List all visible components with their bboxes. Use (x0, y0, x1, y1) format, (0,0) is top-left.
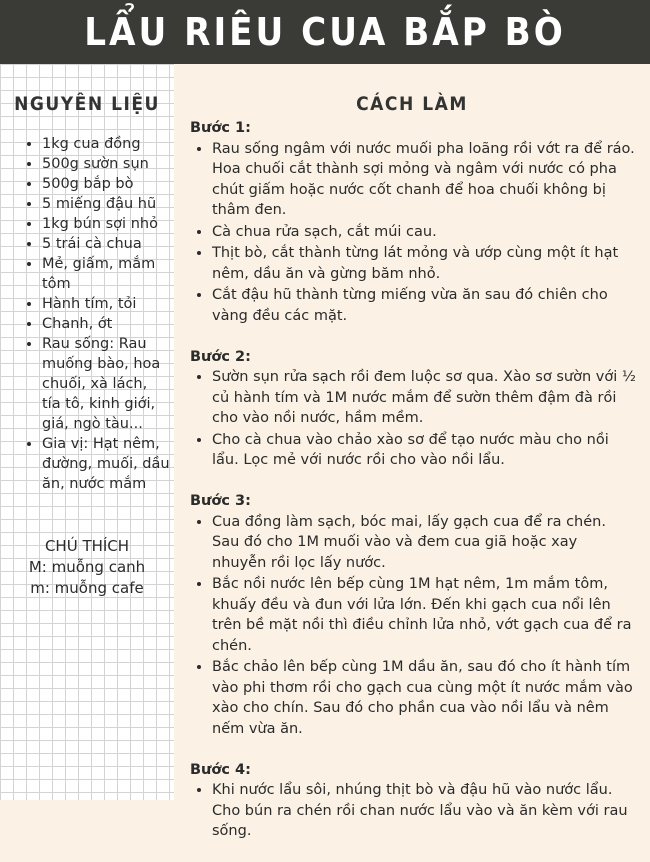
step-item: • Bắc chảo lên bếp cùng 1M dầu ăn, sau đó cho ít hành tím vào phi thơm rồi cho gạch cua cùng một ít nước mắm vào xào cho chín. Sau đó cho phần cua vào nồi lẩu và nêm nếm vừa ăn. (212, 657, 636, 739)
step-list (190, 367, 636, 471)
method-heading: CÁCH LÀM (356, 93, 468, 115)
step-item: • Khi nước lẩu sôi, nhúng thịt bò và đậu hũ vào nước lẩu. Cho bún ra chén rồi chan nước lẩu vào và ăn kèm với rau sống. (212, 780, 636, 842)
step-label: Bước 1: (190, 120, 251, 136)
note-line: m: muỗng cafe (30, 579, 144, 597)
step-list (190, 780, 636, 842)
ingredient-item: • 1kg bún sợi nhỏ (42, 214, 170, 234)
step-item: • Thịt bò, cắt thành từng lát mỏng và ướp cùng một ít hạt nêm, dầu ăn và gừng băm nhỏ. (212, 243, 636, 284)
ingredient-item: • 500g sườn sụn (42, 154, 170, 174)
step-item: • Cua đồng làm sạch, bóc mai, lấy gạch cua để ra chén. Sau đó cho 1M muối vào và đem cua giã hoặc xay nhuyễn rồi lọc lấy nước. (212, 512, 636, 574)
page-title: LẨU RIÊU CUA BẮP BÒ (84, 10, 566, 54)
ingredient-item: • Gia vị: Hạt nêm, đường, muối, dầu ăn, nước mắm (42, 434, 170, 494)
step-label: Bước 2: (190, 348, 251, 365)
ingredient-item: • Rau sống: Rau muống bào, hoa chuối, xà lách, tía tô, kinh giới, giá, ngò tàu... (42, 334, 170, 434)
ingredient-item: • Mẻ, giấm, mắm tôm (42, 254, 170, 294)
step-item: • Rau sống ngâm với nước muối pha loãng rồi vớt ra để ráo. Hoa chuối cắt thành sợi mỏng và ngâm với nước có pha chút giấm hoặc nước cốt chanh để hoa chuối không bị thâm đen. (212, 139, 636, 221)
step-item: • Cà chua rửa sạch, cắt múi cau. (212, 222, 636, 243)
ingredient-item: • 1kg cua đồng (42, 134, 170, 154)
step-label: Bước 4: (190, 761, 251, 778)
ingredient-item: • Hành tím, tỏi (42, 294, 170, 314)
step-item: • Cắt đậu hũ thành từng miếng vừa ăn sau đó chiên cho vàng đều các mặt. (212, 285, 636, 326)
step-1 (190, 118, 636, 326)
step-3 (190, 491, 636, 739)
note-block (0, 536, 174, 599)
step-item: • Cho cà chua vào chảo xào sơ để tạo nước màu cho nồi lẩu. Lọc mẻ với nước rồi cho vào nồi lẩu. (212, 430, 636, 471)
step-2 (190, 347, 636, 471)
note-heading: CHÚ THÍCH (44, 537, 130, 555)
step-label: Bước 3: (190, 493, 251, 509)
step-list (190, 139, 636, 327)
ingredient-item: • 500g bắp bò (42, 174, 170, 194)
ingredient-item: • 5 trái cà chua (42, 234, 170, 254)
ingredient-item: • 5 miếng đậu hũ (42, 194, 170, 214)
step-4 (190, 760, 636, 842)
step-item: • Sườn sụn rửa sạch rồi đem luộc sơ qua. Xào sơ sườn với ½ củ hành tím và 1M nước mắm để sườn thêm đậm đà rồi cho vào nồi nước, hầm mềm. (212, 367, 636, 429)
step-item: • Bắc nồi nước lên bếp cùng 1M hạt nêm, 1m mắm tôm, khuấy đều và đun với lửa lớn. Đến khi gạch cua nổi lên trên bề mặt nồi thì điều chỉnh lửa nhỏ, vớt gạch cua để ra chén. (212, 574, 636, 656)
steps-container (190, 118, 636, 862)
ingredients-list (20, 134, 170, 494)
ingredients-heading: NGUYÊN LIỆU (14, 93, 160, 115)
note-line: M: muỗng canh (28, 558, 146, 576)
ingredient-item: • Chanh, ớt (42, 314, 170, 334)
step-list (190, 512, 636, 740)
